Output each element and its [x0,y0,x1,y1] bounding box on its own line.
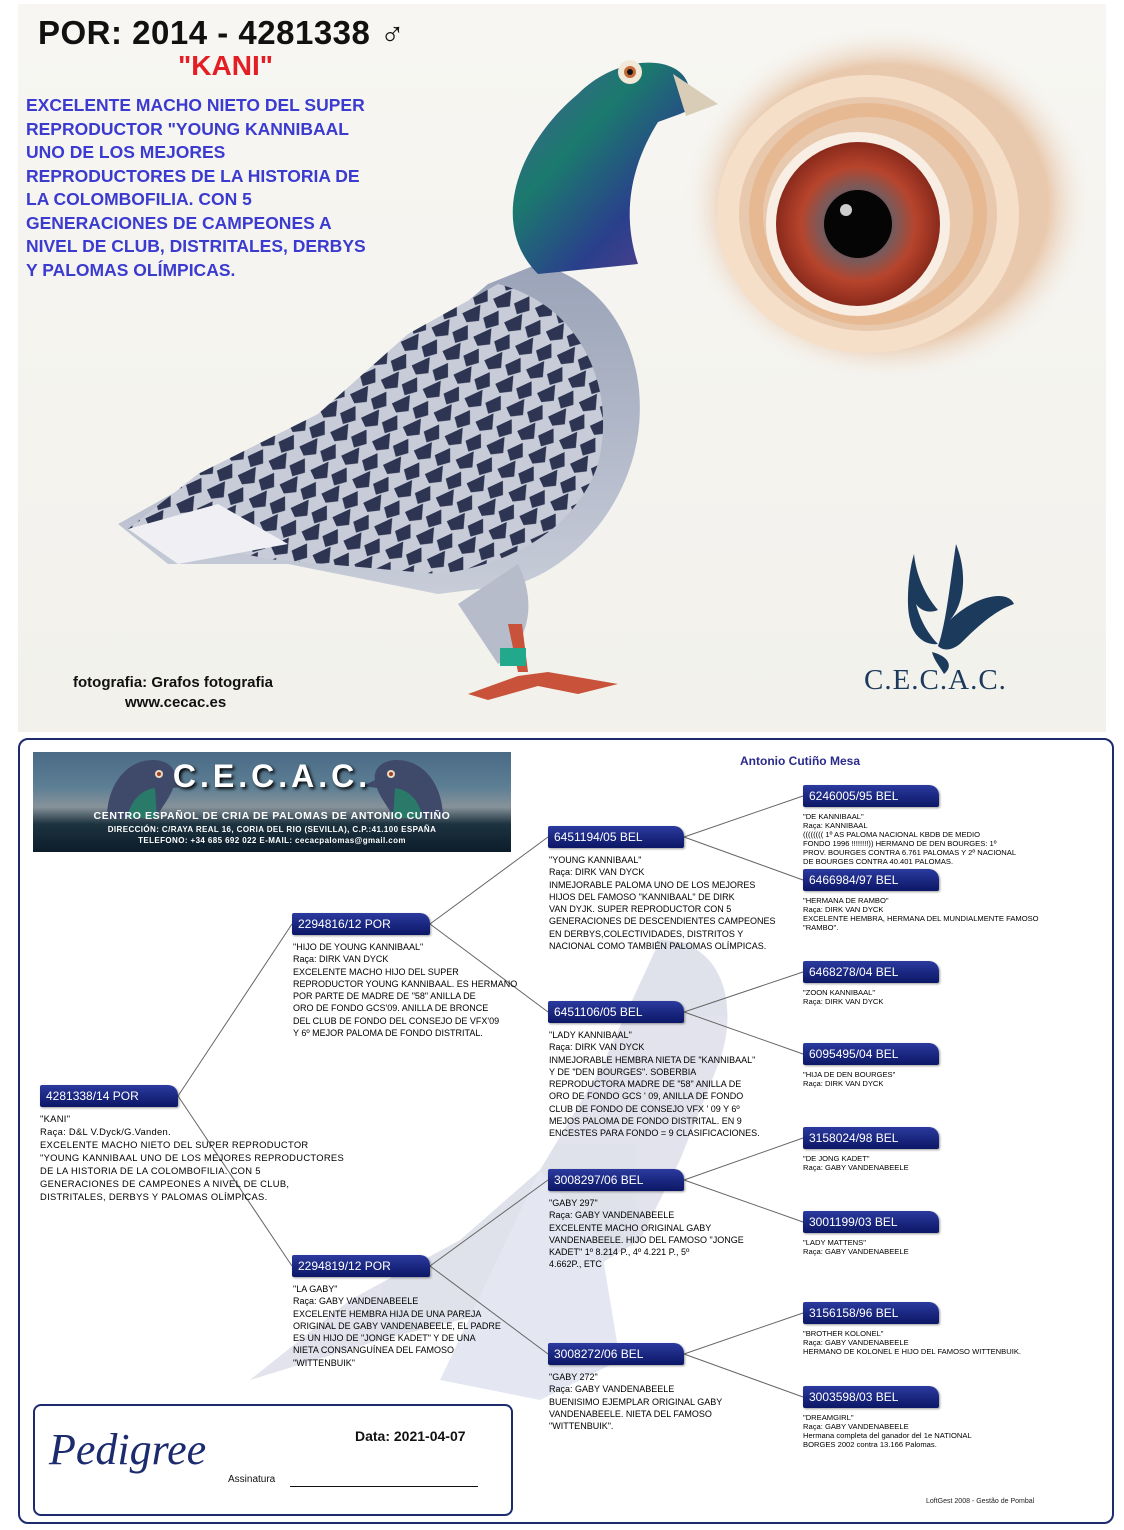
dam-dam-ring-box[interactable]: 3008272/06 BEL [548,1343,684,1365]
subject-info: "KANI" Raça: D&L V.Dyck/G.Vanden. EXCELENTE MACHO NIETO DEL SUPER REPRODUCTOR "YOUNG KANNIBAAL UNO DE LOS MEJORES REPRODUCTORES DE LA HISTORIA DE LA COLOMBOFILIA. CON 5 GENERACIONES DE CAMPEONES A NIVEL DE CLUB, DISTRITALES, DERBYS Y PALOMAS OLÍMPICAS. [40,1113,345,1202]
pedigree-date: Data: 2021-04-07 [355,1428,466,1444]
software-credit: LoftGest 2008 - Gestão de Pombal [926,1498,1035,1505]
ring-number-title: POR: 2014 - 4281338 ♂ [38,14,406,51]
ggp-3-info: "ZOON KANNIBAAL" Raça: DIRK VAN DYCK [803,988,884,1006]
banner-address: DIRECCIÓN: C/RAYA REAL 16, CORIA DEL RIO (SEVILLA), C.P.:41.100 ESPAÑA [107,825,437,834]
sire-dam-ring-box[interactable]: 6451106/05 BEL [548,1001,684,1023]
dam-sire-info: "GABY 297" Raça: GABY VANDENABEELE EXCELENTE MACHO ORIGINAL GABY VANDENABEELE. HIJO DEL FAMOSO "JONGE KADET" 1º 8.214 P., 4º 4.221 P., 5º 4.662P., ETC [549,1198,744,1270]
pedigree-signature-box [33,1404,513,1516]
banner-subtitle: CENTRO ESPAÑOL DE CRIA DE PALOMAS DE ANTONIO CUTIÑO [93,810,451,822]
sire-ring-box[interactable]: 2294816/12 POR [292,913,430,935]
sire-dam-info: "LADY KANNIBAAL" Raça: DIRK VAN DYCK INMEJORABLE HEMBRA NIETA DE "KANNIBAAL" Y DE "DEN BOURGES". SOBERBIA REPRODUCTORA MADRE DE "58" ANILLA DE ORO DE FONDO GCS ' 09, ANILLA DE FONDO CLUB DE FONDO DE CONSEJO VFX ' 09 Y 6º MEJOS PALOMA DE FONDO DISTRITAL. EN 9 ENCESTES PARA FONDO = 9 CLASIFICACIONES. [549,1030,760,1139]
bird-description: EXCELENTE MACHO NIETO DEL SUPER REPRODUCTOR "YOUNG KANNIBAAL UNO DE LOS MEJORES REPRODUCTORES DE LA HISTORIA DE LA COLOMBOFILIA. CON 5 GENERACIONES DE CAMPEONES A NIVEL DE CLUB, DISTRITALES, DERBYS Y PALOMAS OLÍMPICAS. [26,95,366,280]
pedigree-title: Pedigree [49,1425,207,1474]
ggp-6-info: "LADY MATTENS" Raça: GABY VANDENABEELE [803,1238,909,1256]
cecac-banner-logo [33,752,511,852]
ggp-4-info: "HIJA DE DEN BOURGES" Raça: DIRK VAN DYCK [803,1070,896,1088]
pigeon-eye-photo [668,24,1088,384]
ggp-8-info: "DREAMGIRL" Raça: GABY VANDENABEELE Hermana completa del ganador del 1e NATIONAL BORGES 2002 contra 13.166 Palomas. [803,1413,972,1449]
sire-info: "HIJO DE YOUNG KANNIBAAL" Raça: DIRK VAN DYCK EXCELENTE MACHO HIJO DEL SUPER REPRODUCTOR YOUNG KANNIBAAL. ES HERMANO POR PARTE DE MADRE DE "58" ANILLA DE ORO DE FONDO GCS'09. ANILLA DE BRONCE DEL CLUB DE FONDO DEL CONSEJO DE VFX'09 Y 6º MEJOR PALOMA DE FONDO DISTRITAL. [293,942,518,1039]
ggp-4-ring-box[interactable]: 6095495/04 BEL [803,1043,939,1065]
breeder-name: Antonio Cutiño Mesa [740,754,860,768]
signature-line[interactable] [290,1486,478,1487]
ggp-7-info: "BROTHER KOLONEL" Raça: GABY VANDENABEELE HERMANO DE KOLONEL E HIJO DEL FAMOSO WITTENBUIK. [803,1329,1022,1356]
signature-label: Assinatura [228,1474,276,1485]
photo-credit: fotografia: Grafos fotografia [73,674,274,691]
ggp-1-ring-box[interactable]: 6246005/95 BEL [803,785,939,807]
ggp-5-info: "DE JONG KADET" Raça: GABY VANDENABEELE [803,1154,909,1172]
ggp-6-ring-box[interactable]: 3001199/03 BEL [803,1211,939,1233]
sire-sire-ring-box[interactable]: 6451194/05 BEL [548,826,684,848]
website-link[interactable]: www.cecac.es [125,694,227,711]
ggp-2-ring-box[interactable]: 6466984/97 BEL [803,869,939,891]
dam-ring-box[interactable]: 2294819/12 POR [292,1255,430,1277]
ggp-2-info: "HERMANA DE RAMBO" Raça: DIRK VAN DYCK EXCELENTE HEMBRA, HERMANA DEL MUNDIALMENTE FAMOSO "RAMBO". [803,896,1039,932]
ggp-7-ring-box[interactable]: 3156158/96 BEL [803,1302,939,1324]
bird-showcase [18,4,1106,732]
banner-contact: TELEFONO: +34 685 692 022 E-MAIL: cecacpalomas@gmail.com [138,836,406,845]
cecac-logo-text: C.E.C.A.C. [864,664,1007,696]
subject-ring-box[interactable]: 4281338/14 POR [40,1085,178,1107]
dam-dam-info: "GABY 272" Raça: GABY VANDENABEELE BUENISIMO EJEMPLAR ORIGINAL GABY VANDENABEELE. NIETA DEL FAMOSO "WITTENBUIK". [549,1372,723,1432]
sire-sire-info: "YOUNG KANNIBAAL" Raça: DIRK VAN DYCK INMEJORABLE PALOMA UNO DE LOS MEJORES HIJOS DEL FAMOSO "KANNIBAAL" DE DIRK VAN DYJK. SUPER REPRODUCTOR CON 5 GENERACIONES DE DESCENDIENTES CAMPEONES EN DERBYS,COLECTIVIDADES, DISTRITOS Y NACIONAL COMO TAMBIÉN PALOMAS OLÍMPICAS. [549,855,776,952]
banner-title: C.E.C.A.C. [172,758,372,794]
ggp-3-ring-box[interactable]: 6468278/04 BEL [803,961,939,983]
pedigree-chart [18,738,1114,1524]
bird-name-title: "KANI" [178,50,273,81]
dam-info: "LA GABY" Raça: GABY VANDENABEELE EXCELENTE HEMBRA HIJA DE UNA PAREJA ORIGINAL DE GABY VANDENABEELE, EL PADRE ES UN HIJO DE "JONGE KADET" Y DE UNA NIETA CONSANGUÍNEA DEL FAMOSO "WITTENBUIK" [293,1284,501,1368]
ggp-8-ring-box[interactable]: 3003598/03 BEL [803,1386,939,1408]
dam-sire-ring-box[interactable]: 3008297/06 BEL [548,1169,684,1191]
ggp-1-info: "DE KANNIBAAL" Raça: KANNIBAAL (((((((( 1º AS PALOMA NACIONAL KBDB DE MEDIO FONDO 1996 !!!!!!!!)) HERMANO DE DEN BOURGES: 1º PROV. BOURGES CONTRA 6.761 PALOMAS Y 2º NACIONAL DE BOURGES CONTRA 40.401 PALOMAS. [803,812,1017,866]
ggp-5-ring-box[interactable]: 3158024/98 BEL [803,1127,939,1149]
